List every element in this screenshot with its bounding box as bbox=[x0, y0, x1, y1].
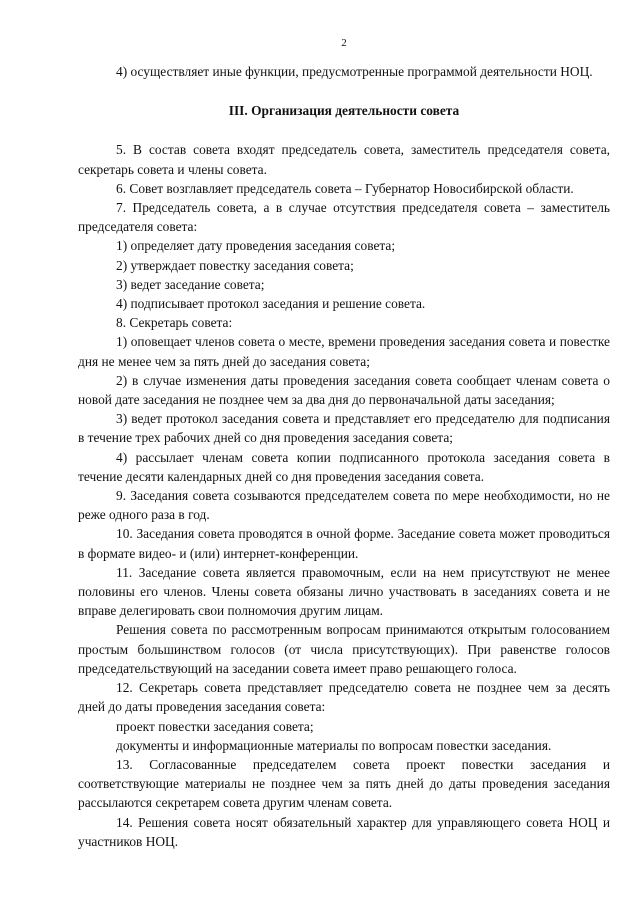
paragraph-8: 8. Секретарь совета: bbox=[116, 315, 233, 331]
paragraph-13: 13. Согласованные председателем совета проект повестки заседания и соответствующие материалы не позднее чем за пять дней до даты проведения заседания рассылаются секретарем совета другим членам совета. bbox=[78, 756, 610, 811]
paragraph-7-item-4: 4) подписывает протокол заседания и решение совета. bbox=[116, 296, 426, 312]
page-number: 2 bbox=[341, 37, 347, 49]
section-title: III. Организация деятельности совета bbox=[228, 103, 460, 119]
paragraph-7: 7. Председатель совета, а в случае отсутствия председателя совета – заместитель председателя совета: bbox=[78, 200, 610, 235]
paragraph-8-item-3: 3) ведет протокол заседания совета и представляет его председателю для подписания в течение трех рабочих дней со дня проведения заседания совета; bbox=[78, 411, 610, 446]
paragraph-12-item-2: документы и информационные материалы по вопросам повестки заседания. bbox=[116, 737, 552, 753]
paragraph-7-item-3: 3) ведет заседание совета; bbox=[116, 276, 265, 292]
paragraph-11-decisions: Решения совета по рассмотренным вопросам принимаются открытым голосованием простым большинством голосов (от числа присутствующих). При равенстве голосов председательствующий на заседании совета имеет право решающего голоса. bbox=[78, 622, 610, 676]
paragraph-9: 9. Заседания совета созываются председателем совета по мере необходимости, но не реже одного раза в год. bbox=[78, 488, 610, 523]
paragraph-10: 10. Заседания совета проводятся в очной форме. Заседание совета может проводиться в формате видео- и (или) интернет-конференции. bbox=[78, 526, 610, 561]
paragraph-8-item-1: 1) оповещает членов совета о месте, времени проведения заседания совета и повестке дня не менее чем за пять дней до заседания совета; bbox=[78, 334, 610, 369]
paragraph-5: 5. В состав совета входят председатель совета, заместитель председателя совета, секретарь совета и члены совета. bbox=[78, 142, 610, 177]
paragraph-12-item-1: проект повестки заседания совета; bbox=[116, 718, 314, 734]
paragraph-7-item-2: 2) утверждает повестку заседания совета; bbox=[116, 257, 354, 273]
paragraph-8-item-4: 4) рассылает членам совета копии подписанного протокола заседания совета в течение десяти календарных дней со дня проведения заседания совета. bbox=[78, 449, 610, 484]
paragraph-6: 6. Совет возглавляет председатель совета – Губернатор Новосибирской области. bbox=[116, 180, 574, 196]
intro-paragraph: 4) осуществляет иные функции, предусмотренные программой деятельности НОЦ. bbox=[116, 64, 593, 79]
paragraph-14: 14. Решения совета носят обязательный характер для управляющего совета НОЦ и участников НОЦ. bbox=[78, 814, 610, 849]
paragraph-11: 11. Заседание совета является правомочным, если на нем присутствуют не менее половины его членов. Члены совета обязаны лично участвовать в заседаниях совета и не вправе делегировать свои полномочия другим лицам. bbox=[78, 564, 610, 619]
paragraph-8-item-2: 2) в случае изменения даты проведения заседания совета сообщает членам совета о новой дате заседания не позднее чем за два дня до первоначальной даты заседания; bbox=[78, 372, 610, 408]
document-page bbox=[78, 36, 610, 851]
paragraph-7-item-1: 1) определяет дату проведения заседания совета; bbox=[116, 238, 396, 254]
paragraph-12: 12. Секретарь совета представляет председателю совета не позднее чем за десять дней до даты проведения заседания совета: bbox=[78, 680, 610, 715]
